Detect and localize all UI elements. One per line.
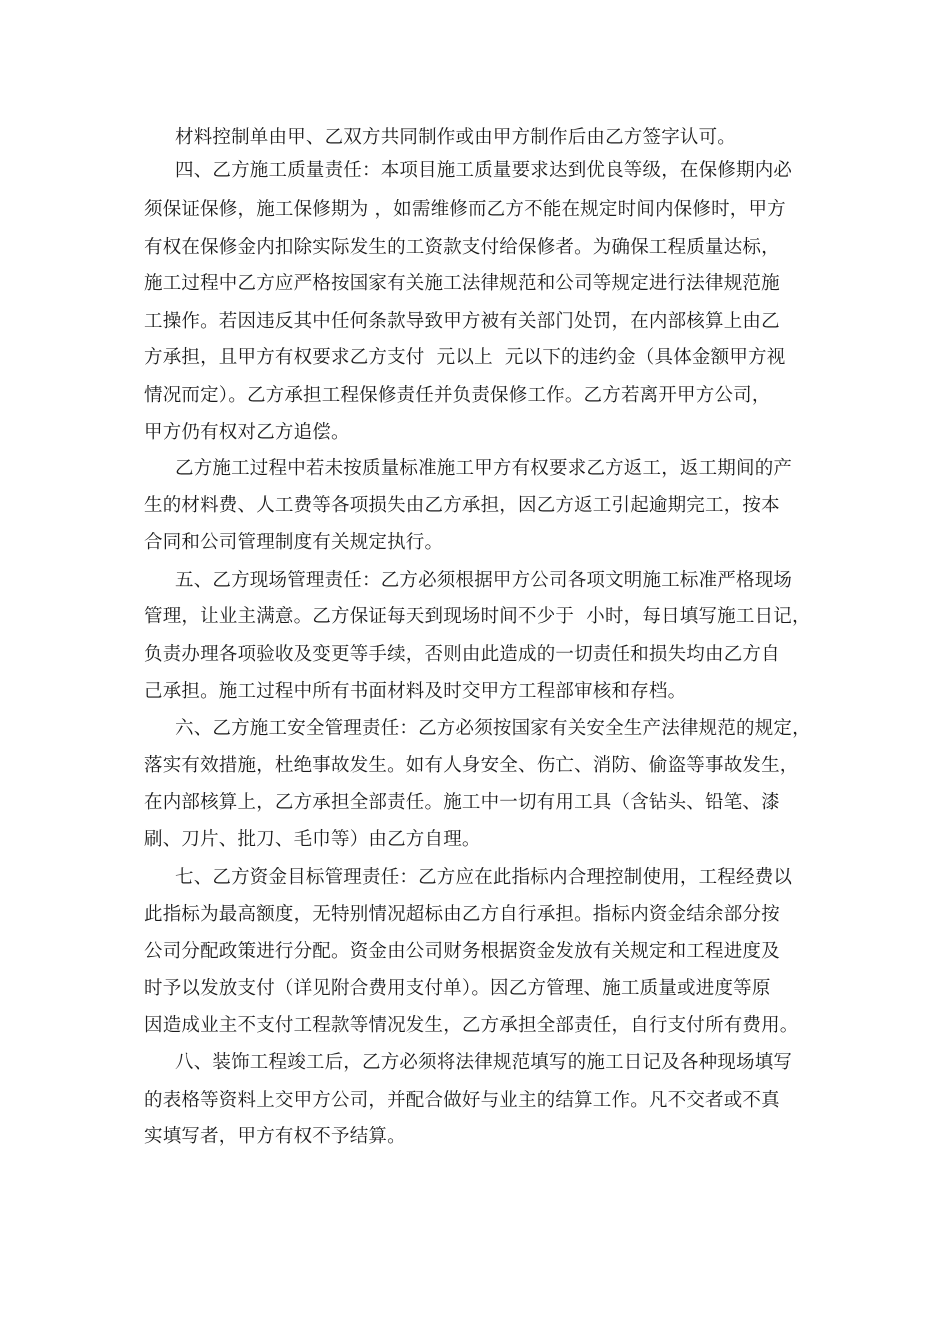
line-12: 合同和公司管理制度有关规定执行。 [144, 532, 444, 553]
line-16: 己承担。施工过程中所有书面材料及时交甲方工程部审核和存档。 [144, 681, 687, 702]
line-21: 七、乙方资金目标管理责任：乙方应在此指标内合理控制使用，工程经费以 [175, 867, 793, 888]
line-11: 生的材料费、人工费等各项损失由乙方承担，因乙方返工引起逾期完工，按本 [144, 495, 780, 516]
line-19: 在内部核算上，乙方承担全部责任。施工中一切有用工具（含钻头、铅笔、漆 [144, 792, 780, 813]
line-03: 须保证保修，施工保修期为 ，如需维修而乙方不能在规定时间内保修时，甲方 [144, 199, 786, 220]
line-26: 八、装饰工程竣工后，乙方必须将法律规范填写的施工日记及各种现场填写 [175, 1052, 793, 1073]
line-08: 情况而定）。乙方承担工程保修责任并负责保修工作。乙方若离开甲方公司， [144, 385, 771, 406]
line-27: 的表格等资料上交甲方公司，并配合做好与业主的结算工作。凡不交者或不真 [144, 1090, 780, 1111]
line-20: 刷、刀片、批刀、毛巾等）由乙方自理。 [144, 829, 481, 850]
line-06: 工操作。若因违反其中任何条款导致甲方被有关部门处罚，在内部核算上由乙 [144, 311, 780, 332]
line-17: 六、乙方施工安全管理责任：乙方必须按国家有关安全生产法律规范的规定， [175, 718, 811, 739]
line-13: 五、乙方现场管理责任：乙方必须根据甲方公司各项文明施工标准严格现场 [175, 570, 793, 591]
line-10: 乙方施工过程中若未按质量标准施工甲方有权要求乙方返工，返工期间的产 [175, 458, 793, 479]
line-28: 实填写者，甲方有权不予结算。 [144, 1126, 406, 1147]
line-09: 甲方仍有权对乙方追偿。 [144, 422, 350, 443]
line-24: 时予以发放支付（详见附合费用支付单）。因乙方管理、施工质量或进度等原 [144, 978, 771, 999]
line-22: 此指标为最高额度，无特别情况超标由乙方自行承担。指标内资金结余部分按 [144, 904, 780, 925]
line-18: 落实有效措施，杜绝事故发生。如有人身安全、伤亡、消防、偷盗等事故发生， [144, 755, 799, 776]
line-14: 管理，让业主满意。乙方保证每天到现场时间不少于 小时，每日填写施工日记， [144, 606, 811, 627]
line-05: 施工过程中乙方应严格按国家有关施工法律规范和公司等规定进行法律规范施 [144, 273, 780, 294]
line-02: 四、乙方施工质量责任：本项目施工质量要求达到优良等级，在保修期内必 [175, 160, 793, 181]
line-25: 因造成业主不支付工程款等情况发生，乙方承担全部责任，自行支付所有费用。 [144, 1015, 799, 1036]
line-07: 方承担，且甲方有权要求乙方支付 元以上 元以下的违约金（具体金额甲方视 [144, 347, 786, 368]
line-01: 材料控制单由甲、乙双方共同制作或由甲方制作后由乙方签字认可。 [175, 127, 737, 148]
line-15: 负责办理各项验收及变更等手续，否则由此造成的一切责任和损失均由乙方自 [144, 644, 780, 665]
line-04: 有权在保修金内扣除实际发生的工资款支付给保修者。为确保工程质量达标， [144, 237, 780, 258]
line-23: 公司分配政策进行分配。资金由公司财务根据资金发放有关规定和工程进度及 [144, 941, 780, 962]
